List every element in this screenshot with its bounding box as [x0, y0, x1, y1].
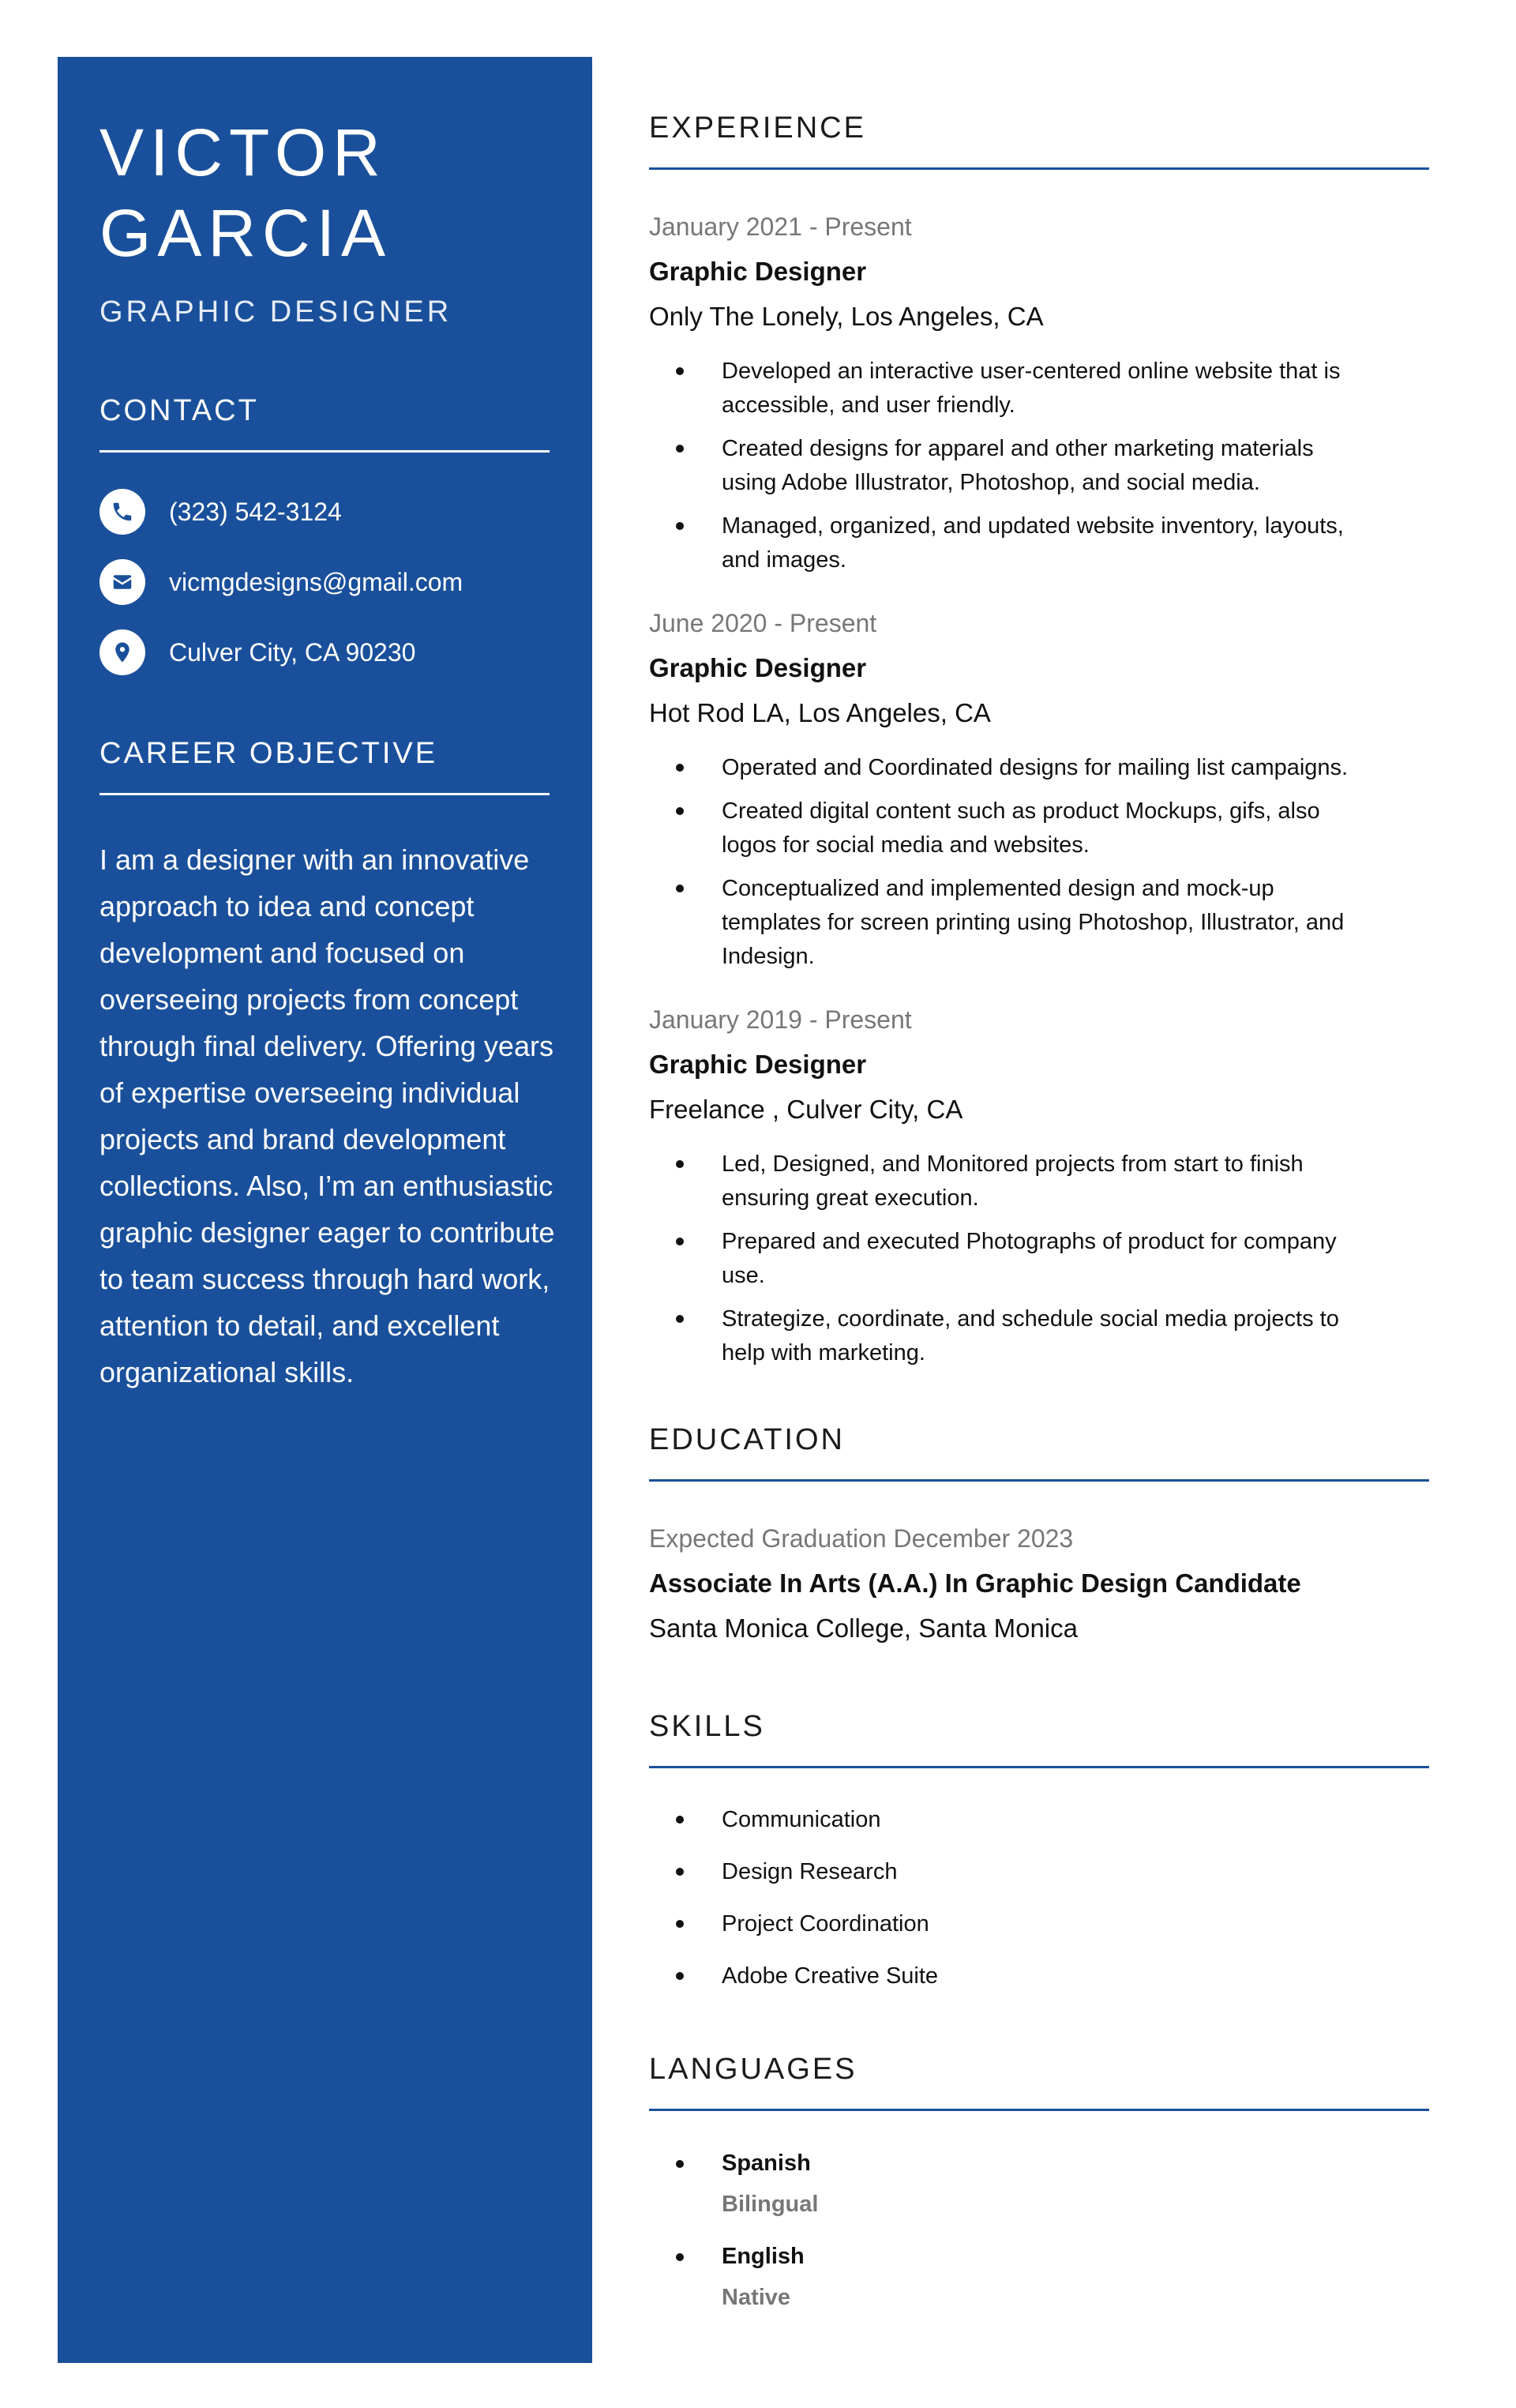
language-name: English [722, 2244, 805, 2269]
skill-item: Adobe Creative Suite [649, 1959, 1353, 1993]
job-date: January 2021 - Present [649, 212, 912, 241]
first-name: VICTOR [99, 115, 387, 190]
candidate-name [99, 112, 550, 273]
job-bullet: Prepared and executed Photographs of product for company use. [649, 1225, 1353, 1293]
language-item [649, 2147, 1353, 2220]
job-bullet: Operated and Coordinated designs for mailing list campaigns. [649, 751, 1353, 785]
job-bullet: Led, Designed, and Monitored projects from start to finish ensuring great execution. [649, 1148, 1353, 1215]
job-date: January 2019 - Present [649, 1005, 912, 1034]
contact-heading: CONTACT [99, 394, 550, 453]
job-bullet: Created designs for apparel and other marketing materials using Adobe Illustrator, Photoshop, and social media. [649, 432, 1353, 500]
job-bullet: Developed an interactive user-centered online website that is accessible, and user friendly. [649, 355, 1353, 423]
language-item [649, 2241, 1353, 2313]
job-bullet: Strategize, coordinate, and schedule social media projects to help with marketing. [649, 1302, 1353, 1370]
job-date: June 2020 - Present [649, 609, 877, 637]
languages-list [649, 2147, 1429, 2313]
main-column [649, 57, 1429, 2334]
job-bullet: Conceptualized and implemented design and mock-up templates for screen printing using Photoshop, Illustrator, and Indesign. [649, 872, 1353, 974]
experience-heading: EXPERIENCE [649, 111, 1429, 170]
contact-email [99, 559, 550, 605]
job-company: Hot Rod LA, Los Angeles, CA [649, 698, 991, 727]
location: Culver City, CA 90230 [169, 637, 416, 667]
education-degree: Associate In Arts (A.A.) In Graphic Design Candidate [649, 1568, 1301, 1598]
skill-item: Project Coordination [649, 1907, 1353, 1941]
job-bullets [649, 355, 1429, 577]
language-name: Spanish [722, 2151, 811, 2176]
language-level: Bilingual [722, 2192, 819, 2217]
language-level: Native [722, 2285, 791, 2310]
job-role: Graphic Designer [649, 257, 867, 286]
job-title: GRAPHIC DESIGNER [99, 295, 452, 329]
location-pin-icon [99, 629, 145, 675]
job-bullets [649, 751, 1429, 974]
job-role: Graphic Designer [649, 653, 867, 682]
education-heading: EDUCATION [649, 1423, 1429, 1482]
languages-heading: LANGUAGES [649, 2053, 1429, 2111]
phone-number[interactable]: (323) 542-3124 [169, 497, 342, 526]
skills-heading: SKILLS [649, 1710, 1429, 1768]
contact-location [99, 629, 550, 675]
skills-list [649, 1803, 1429, 1993]
job-bullet: Created digital content such as product Mockups, gifs, also logos for social media and websites. [649, 795, 1353, 862]
career-objective-heading: CAREER OBJECTIVE [99, 737, 550, 795]
mail-icon [99, 559, 145, 605]
job-company: Freelance , Culver City, CA [649, 1095, 963, 1124]
sidebar [58, 57, 592, 2363]
contact-phone [99, 489, 550, 535]
education-school: Santa Monica College, Santa Monica [649, 1613, 1078, 1643]
contact-list [99, 489, 550, 675]
job-company: Only The Lonely, Los Angeles, CA [649, 302, 1044, 331]
career-objective-text: I am a designer with an innovative approach to idea and concept development and focused on overseeing projects from concept through final delivery. Offering years of expertise overseeing individual projects and brand development collections. Also, I’m an enthusiastic graphic designer eager to contribute to team success through hard work, attention to detail, and excellent organizational skills. [99, 843, 555, 1388]
last-name: GARCIA [99, 196, 392, 270]
phone-icon [99, 489, 145, 535]
education-date: Expected Graduation December 2023 [649, 1524, 1074, 1553]
education-entry [649, 1523, 1429, 1644]
job-bullets [649, 1148, 1429, 1370]
skill-item: Communication [649, 1803, 1353, 1837]
job-entry [649, 1004, 1429, 1370]
job-role: Graphic Designer [649, 1050, 867, 1079]
skill-item: Design Research [649, 1855, 1353, 1889]
job-bullet: Managed, organized, and updated website inventory, layouts, and images. [649, 509, 1353, 577]
job-entry [649, 607, 1429, 974]
job-entry [649, 211, 1429, 577]
email-address[interactable]: vicmgdesigns@gmail.com [169, 567, 463, 596]
